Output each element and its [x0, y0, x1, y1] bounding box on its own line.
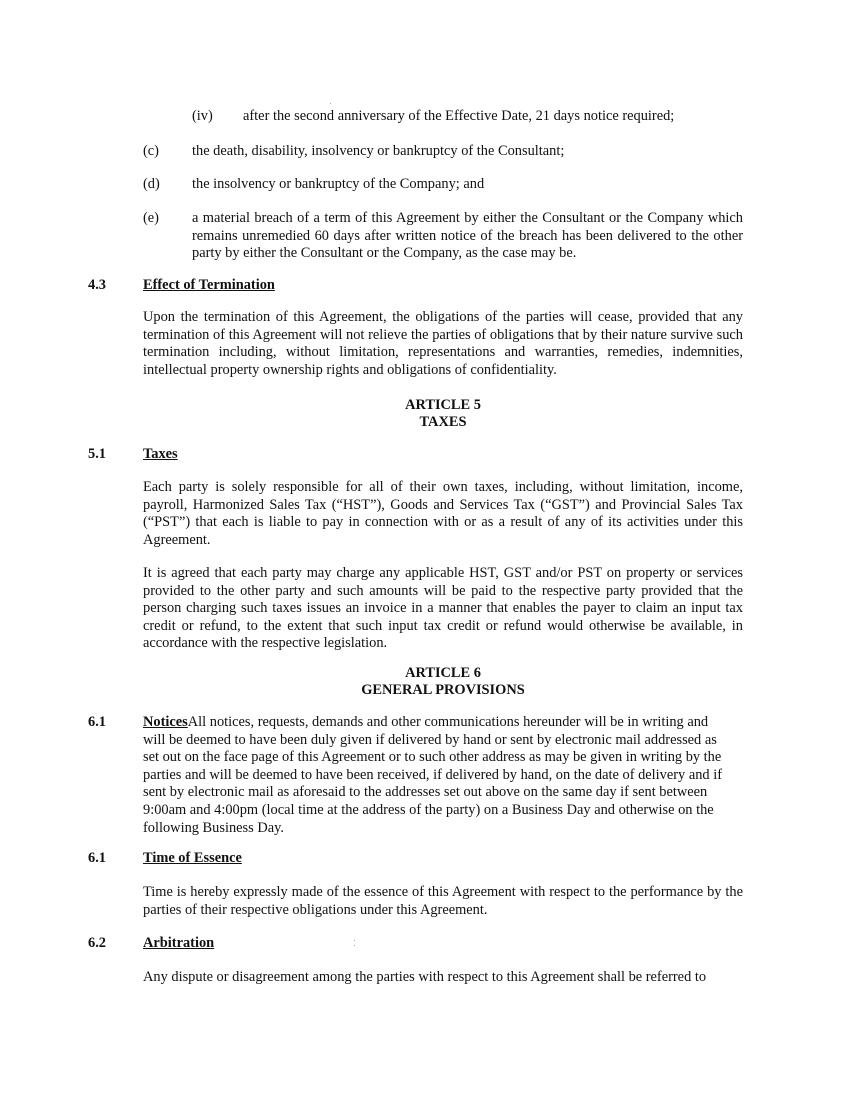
section-number-4-3: 4.3: [88, 277, 106, 293]
item-label-e: (e): [143, 210, 159, 226]
section-body-notices: All notices, requests, demands and other communications hereunder will be in writing and will be deemed to have been duly given if delivered by hand or sent by electronic mail addressed as set out on the face page of this Agreement or to such other address as may be given in writing by the parties and will be deemed to have been received, if delivered by hand, on the date of delivery and if sent by electronic mail as aforesaid to the addresses set out above on the same day if sent between 9:00am and 4:00pm (local time at the address of the party) on a Business Day and otherwise on the following Business Day.: [143, 714, 722, 836]
section-notices: [143, 714, 733, 837]
item-text-c: the death, disability, insolvency or bankruptcy of the Consultant;: [192, 143, 565, 159]
scan-speck: [354, 940, 355, 941]
article-5-subtitle: TAXES: [419, 414, 467, 430]
item-label-d: (d): [143, 176, 160, 192]
section-body-5-1-para-1: Each party is solely responsible for all of their own taxes, including, without limitation, income, payroll, Harmonized Sales Tax (“HST”), Goods and Services Tax (“GST”) and Provincial Sales Tax (“PST”) that each is liable to pay in connection with or as a result of any of its activities under this Agreement.: [143, 479, 743, 548]
section-number-6-1-notices: 6.1: [88, 714, 106, 730]
section-heading-effect-of-termination: Effect of Termination: [143, 277, 275, 293]
section-heading-taxes: Taxes: [143, 446, 178, 462]
item-text-iv: after the second anniversary of the Effective Date, 21 days notice required;: [243, 108, 675, 124]
section-number-6-2: 6.2: [88, 935, 106, 951]
scan-speck: [354, 945, 355, 946]
article-5-title: ARTICLE 5: [405, 397, 481, 413]
article-6-title: ARTICLE 6: [405, 665, 481, 681]
section-body-4-3: Upon the termination of this Agreement, the obligations of the parties will cease, provided that any termination of this Agreement will not relieve the parties of obligations that by their nature survive such termination including, without limitation, representations and warranties, remedies, indemnities, intellectual property ownership rights and obligations of confidentiality.: [143, 309, 743, 378]
article-6-subtitle: GENERAL PROVISIONS: [361, 682, 525, 698]
section-heading-arbitration: Arbitration: [143, 935, 215, 951]
scan-speck: [330, 103, 331, 104]
item-label-c: (c): [143, 143, 159, 159]
item-label-iv: (iv): [192, 108, 213, 124]
section-number-6-1-time: 6.1: [88, 850, 106, 866]
item-text-d: the insolvency or bankruptcy of the Company; and: [192, 176, 485, 192]
section-number-5-1: 5.1: [88, 446, 106, 462]
section-body-time-of-essence: Time is hereby expressly made of the essence of this Agreement with respect to the performance by the parties of their respective obligations under this Agreement.: [143, 884, 743, 918]
item-text-e: a material breach of a term of this Agreement by either the Consultant or the Company which remains unremedied 60 days after written notice of the breach has been delivered to the other party by either the Consultant or the Company, as the case may be.: [192, 210, 743, 262]
section-body-arbitration: Any dispute or disagreement among the parties with respect to this Agreement shall be referred to: [143, 969, 707, 985]
section-heading-time-of-essence: Time of Essence: [143, 850, 242, 866]
section-heading-notices: Notices: [143, 714, 188, 730]
section-body-5-1-para-2: It is agreed that each party may charge any applicable HST, GST and/or PST on property or services provided to the other party and such amounts will be paid to the respective party provided that the person charging such taxes issues an invoice in a manner that enables the payer to claim an input tax credit or refund, to the extent that such input tax credit or refund would otherwise be available, in accordance with the respective legislation.: [143, 565, 743, 652]
